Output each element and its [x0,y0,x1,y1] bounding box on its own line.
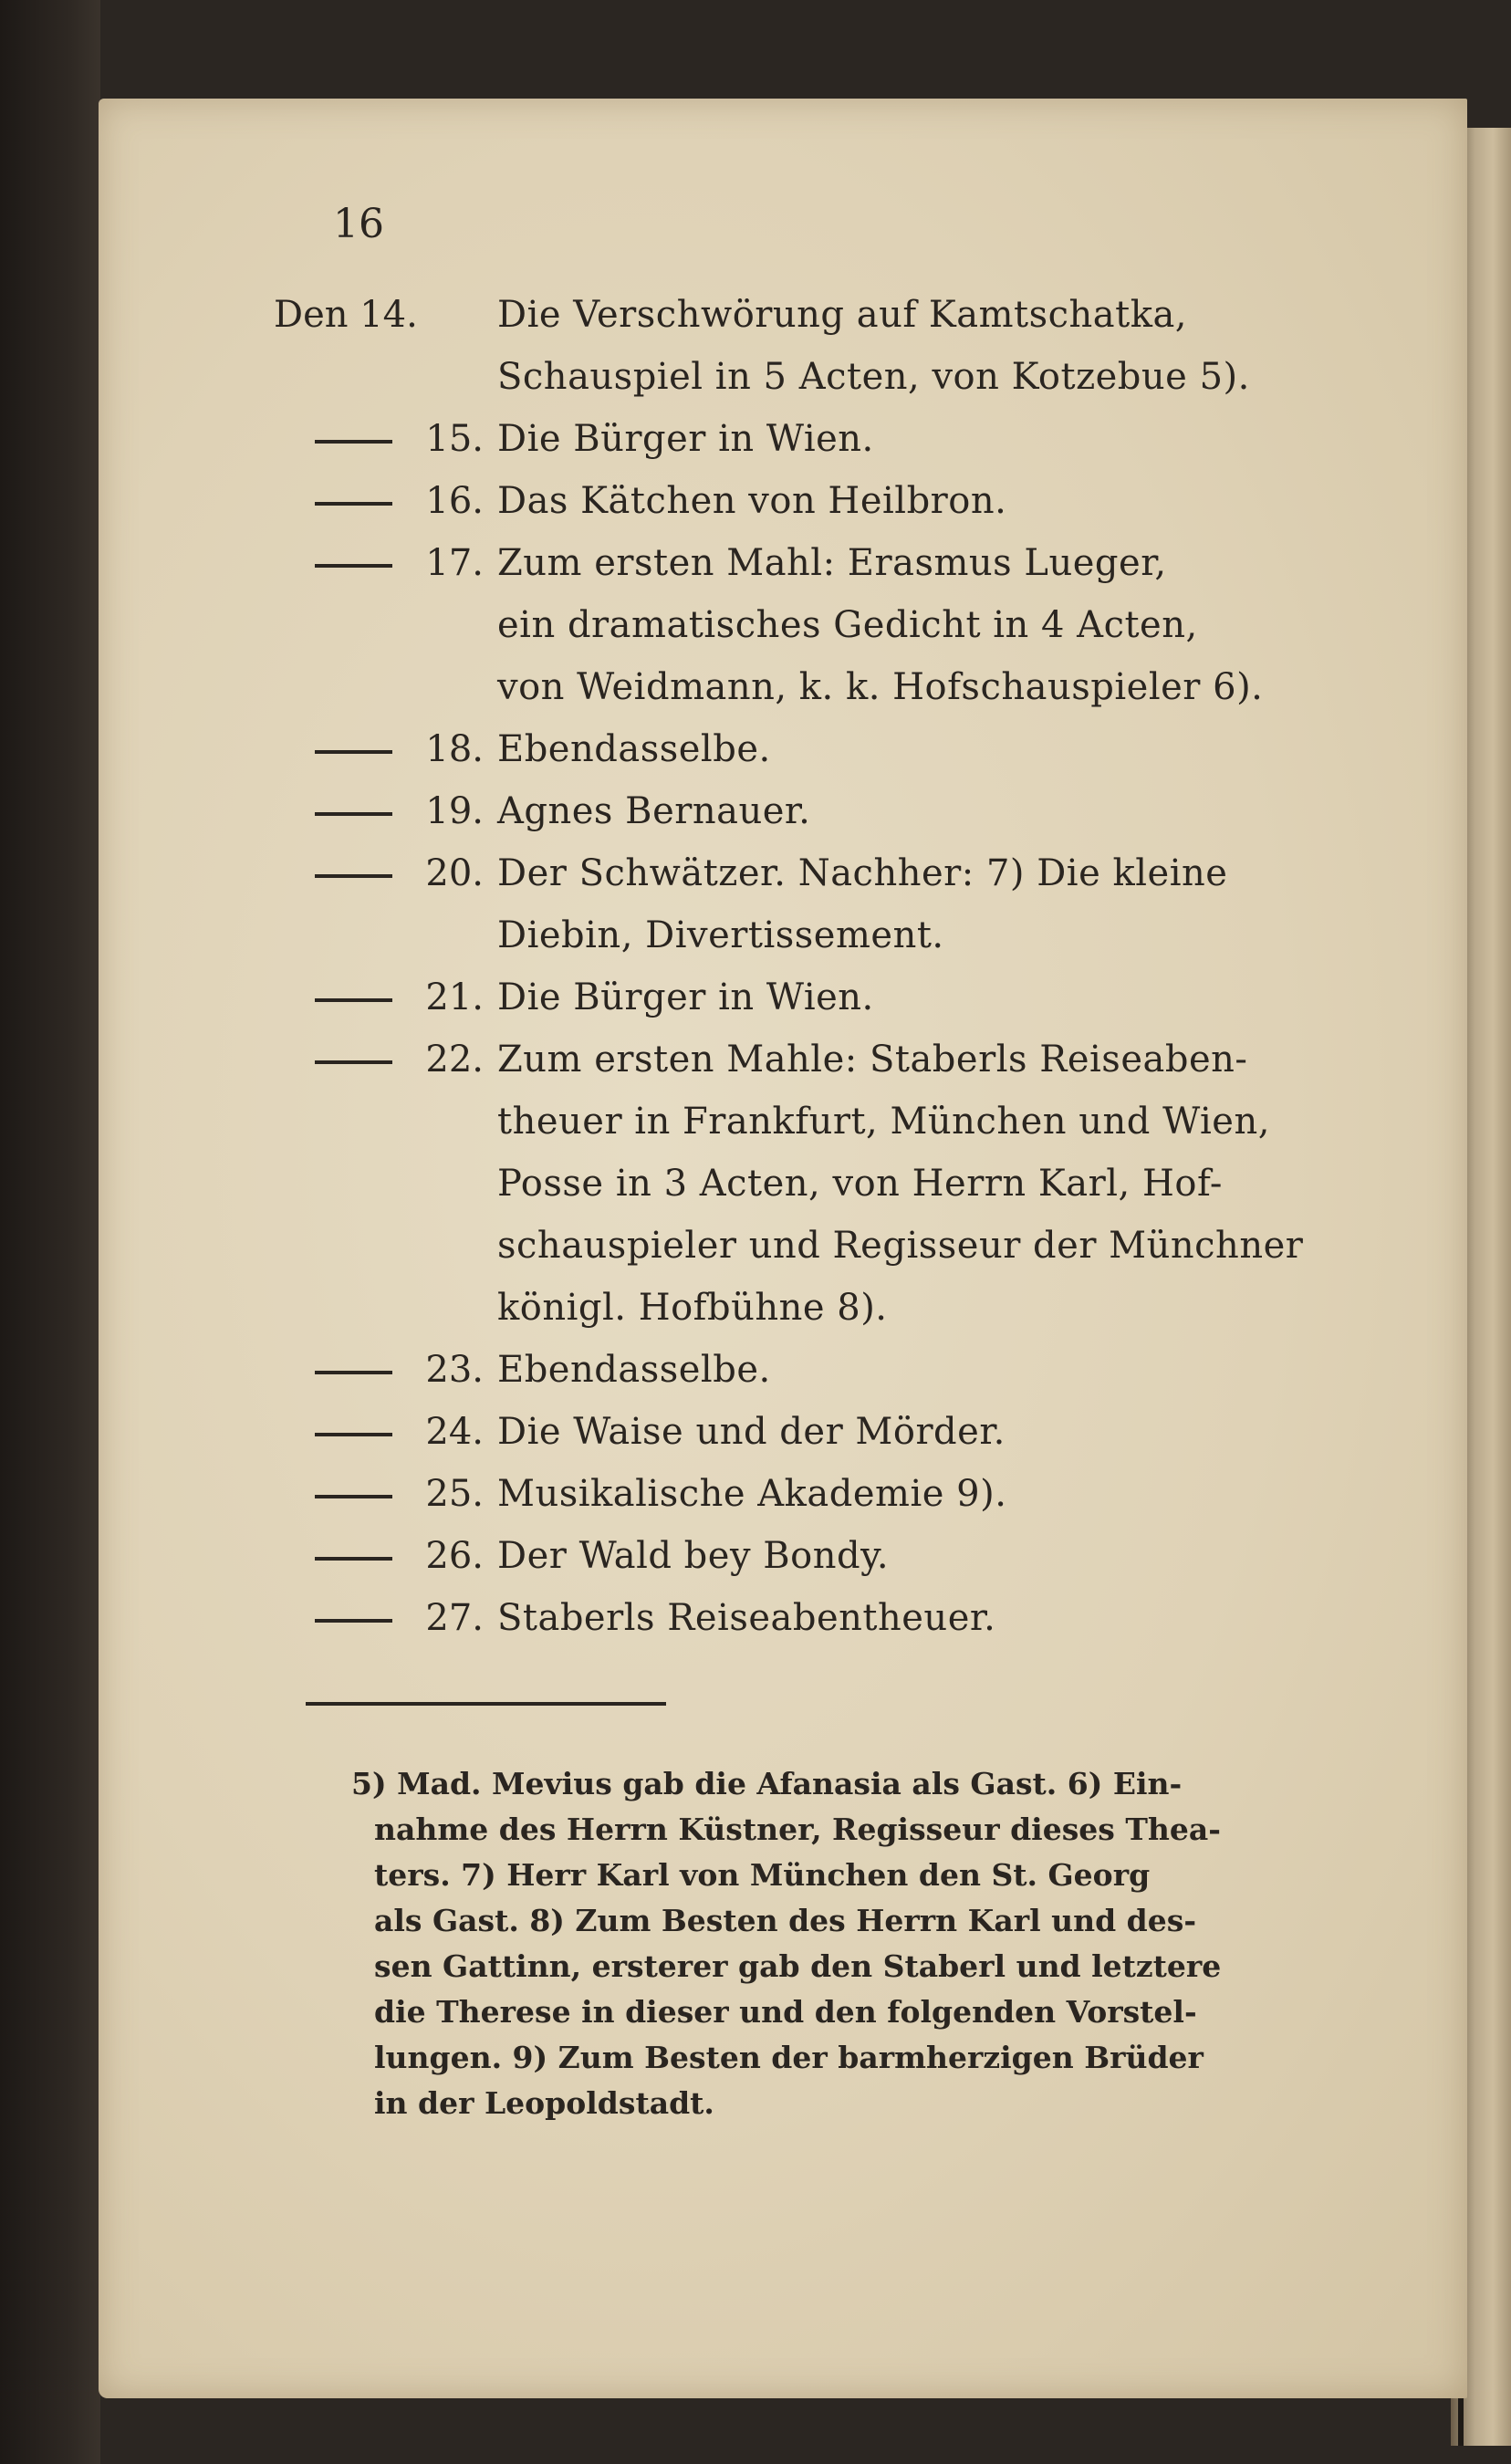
entry-date: 16. [425,480,484,522]
footnote-rule [306,1702,666,1706]
entry-line: Posse in 3 Acten, von Herrn Karl, Hof- [497,1163,1223,1205]
footnote-line: ters. 7) Herr Karl von München den St. Georg [374,1857,1151,1893]
entry-line: theuer in Frankfurt, München und Wien, [497,1101,1270,1143]
footnote-line: nahme des Herrn Küstner, Regisseur dieses Thea- [374,1811,1221,1847]
entry-line: Ebendasselbe. [497,1349,771,1391]
footnote-line: als Gast. 8) Zum Besten des Herrn Karl und des- [374,1903,1197,1938]
footnote-line: 5) Mad. Mevius gab die Afanasia als Gast. 6) Ein- [351,1766,1183,1801]
footnote-line: sen Gattinn, ersterer gab den Staberl und letztere [374,1948,1222,1984]
entry-date: 25. [425,1473,484,1515]
entry-date: 23. [425,1349,484,1391]
entry-line: Die Bürger in Wien. [497,976,874,1018]
entry-line: von Weidmann, k. k. Hofschauspieler 6). [497,666,1264,708]
entry-line: ein dramatisches Gedicht in 4 Acten, [497,604,1198,646]
entry-line: Die Verschwörung auf Kamtschatka, [497,294,1188,336]
entry-line: Die Waise und der Mörder. [497,1411,1006,1453]
entry-line: Das Kätchen von Heilbron. [497,480,1007,522]
entry-date: 19. [425,790,484,832]
entry-line: königl. Hofbühne 8). [497,1287,888,1329]
book-gutter [0,0,100,2464]
entry-line: Agnes Bernauer. [497,790,811,832]
entry-date: 22. [425,1039,484,1081]
entry-line: Staberls Reiseabentheuer. [497,1597,996,1639]
entry-line: Die Bürger in Wien. [497,418,874,460]
entry-line: schauspieler und Regisseur der Münchner [497,1225,1304,1267]
entry-line: Zum ersten Mahle: Staberls Reiseaben- [497,1039,1248,1081]
entry-line: Zum ersten Mahl: Erasmus Lueger, [497,542,1167,584]
entry-date: 26. [425,1535,484,1577]
entry-date: 20. [425,852,484,894]
entry-date: 21. [425,976,484,1018]
page-number: 16 [333,201,384,247]
entry-line: Schauspiel in 5 Acten, von Kotzebue 5). [497,356,1250,398]
entry-line: Der Schwätzer. Nachher: 7) Die kleine [497,852,1228,894]
entry-date: 17. [425,542,484,584]
entry-date: 24. [425,1411,484,1453]
footnote-line: lungen. 9) Zum Besten der barmherzigen Brüder [374,2040,1204,2075]
entry-date: 15. [425,418,484,460]
entry-date: 18. [425,728,484,770]
entry-line: Diebin, Divertissement. [497,914,944,956]
footnote-line: die Therese in dieser und den folgenden Vorstel- [374,1994,1197,2030]
entry-line: Musikalische Akademie 9). [497,1473,1007,1515]
entry-date: 27. [425,1597,484,1639]
entry-line: Ebendasselbe. [497,728,771,770]
footnote-line: in der Leopoldstadt. [374,2085,714,2121]
entry-date: Den 14. [274,294,418,336]
entry-line: Der Wald bey Bondy. [497,1535,890,1577]
